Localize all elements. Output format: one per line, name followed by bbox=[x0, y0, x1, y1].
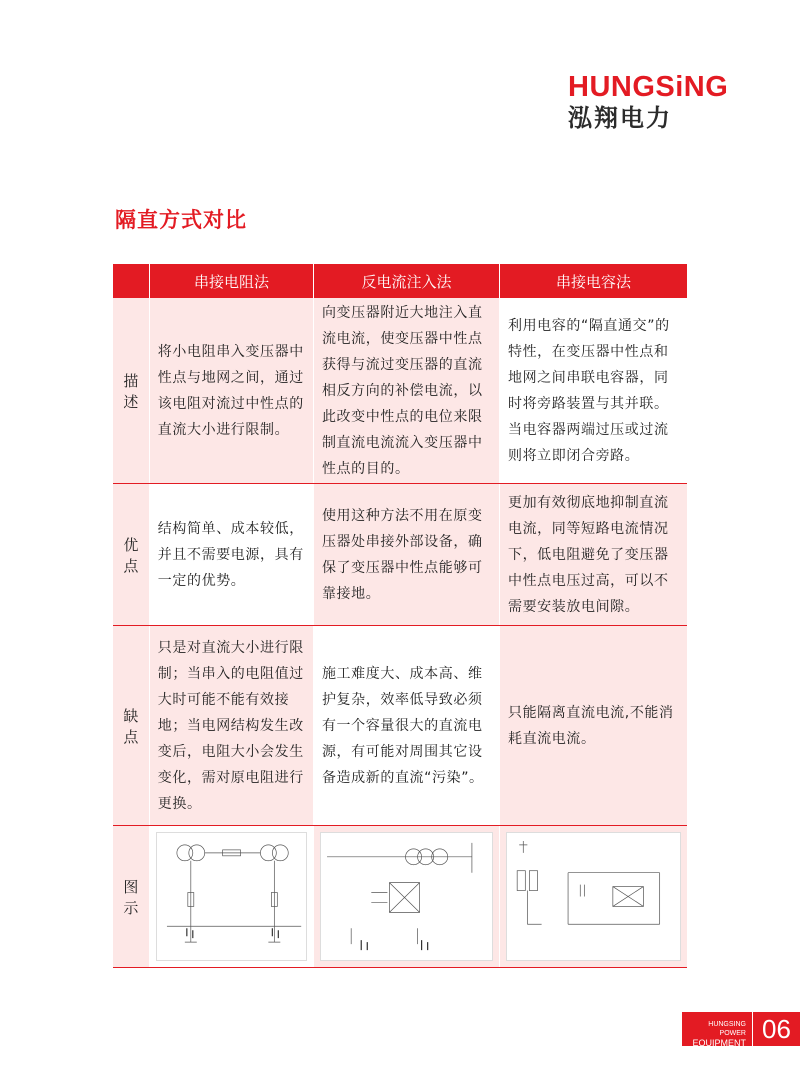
logo-chinese: 泓翔电力 bbox=[568, 104, 672, 132]
figure-cell bbox=[150, 826, 313, 967]
page-number: 06 bbox=[752, 1012, 800, 1046]
row-label: 图示 bbox=[113, 826, 149, 967]
table-cell: 只是对直流大小进行限制；当串入的电阻值过大时可能不能有效接地；当电网结构发生改变后，电阻大小会发生变化，需对原电阻进行更换。 bbox=[150, 626, 313, 825]
table-row-advantages bbox=[113, 484, 687, 626]
section-title: 隔直方式对比 bbox=[115, 208, 247, 232]
row-label: 优点 bbox=[113, 484, 149, 625]
table-cell: 只能隔离直流电流,不能消耗直流电流。 bbox=[500, 626, 687, 825]
header-injection: 反电流注入法 bbox=[313, 264, 499, 298]
row-label: 缺点 bbox=[113, 626, 149, 825]
table-cell: 将小电阻串入变压器中性点与地网之间，通过该电阻对流过中性点的直流大小进行限制。 bbox=[150, 298, 313, 483]
logo-english: HUNGSiNG bbox=[568, 71, 729, 103]
footer-company: HUNGSING POWER EQUIPMENT bbox=[692, 1021, 746, 1048]
table-row-description bbox=[113, 298, 687, 484]
capacitor-diagram bbox=[506, 832, 681, 961]
figure-cell bbox=[500, 826, 687, 967]
page-footer bbox=[682, 1012, 800, 1046]
comparison-table bbox=[113, 264, 687, 968]
table-cell: 向变压器附近大地注入直流电流，使变压器中性点获得与流过变压器的直流相反方向的补偿电流，以此改变中性点的电位来限制直流电流流入变压器中性点的目的。 bbox=[314, 298, 499, 483]
header-blank bbox=[113, 264, 149, 298]
table-header bbox=[113, 264, 687, 298]
resistor-diagram bbox=[156, 832, 307, 961]
table-row-disadvantages bbox=[113, 626, 687, 826]
table-cell: 结构简单、成本较低，并且不需要电源，具有一定的优势。 bbox=[150, 484, 313, 625]
table-cell: 更加有效彻底地抑制直流电流，同等短路电流情况下，低电阻避免了变压器中性点电压过高，可以不需要安装放电间隙。 bbox=[500, 484, 687, 625]
table-cell: 施工难度大、成本高、维护复杂，效率低导致必须有一个容量很大的直流电源，有可能对周围其它设备造成新的直流“污染”。 bbox=[314, 626, 499, 825]
header-capacitor: 串接电容法 bbox=[499, 264, 687, 298]
figure-cell bbox=[314, 826, 499, 967]
row-label: 描述 bbox=[113, 298, 149, 483]
table-cell: 使用这种方法不用在原变压器处串接外部设备，确保了变压器中性点能够可靠接地。 bbox=[314, 484, 499, 625]
table-row-figures bbox=[113, 826, 687, 968]
header-resistor: 串接电阻法 bbox=[149, 264, 313, 298]
company-logo bbox=[568, 72, 728, 132]
current-injection-diagram bbox=[320, 832, 493, 961]
table-cell: 利用电容的“隔直通交”的特性，在变压器中性点和地网之间串联电容器，同时将旁路装置与其并联。当电容器两端过压或过流则将立即闭合旁路。 bbox=[500, 298, 687, 483]
